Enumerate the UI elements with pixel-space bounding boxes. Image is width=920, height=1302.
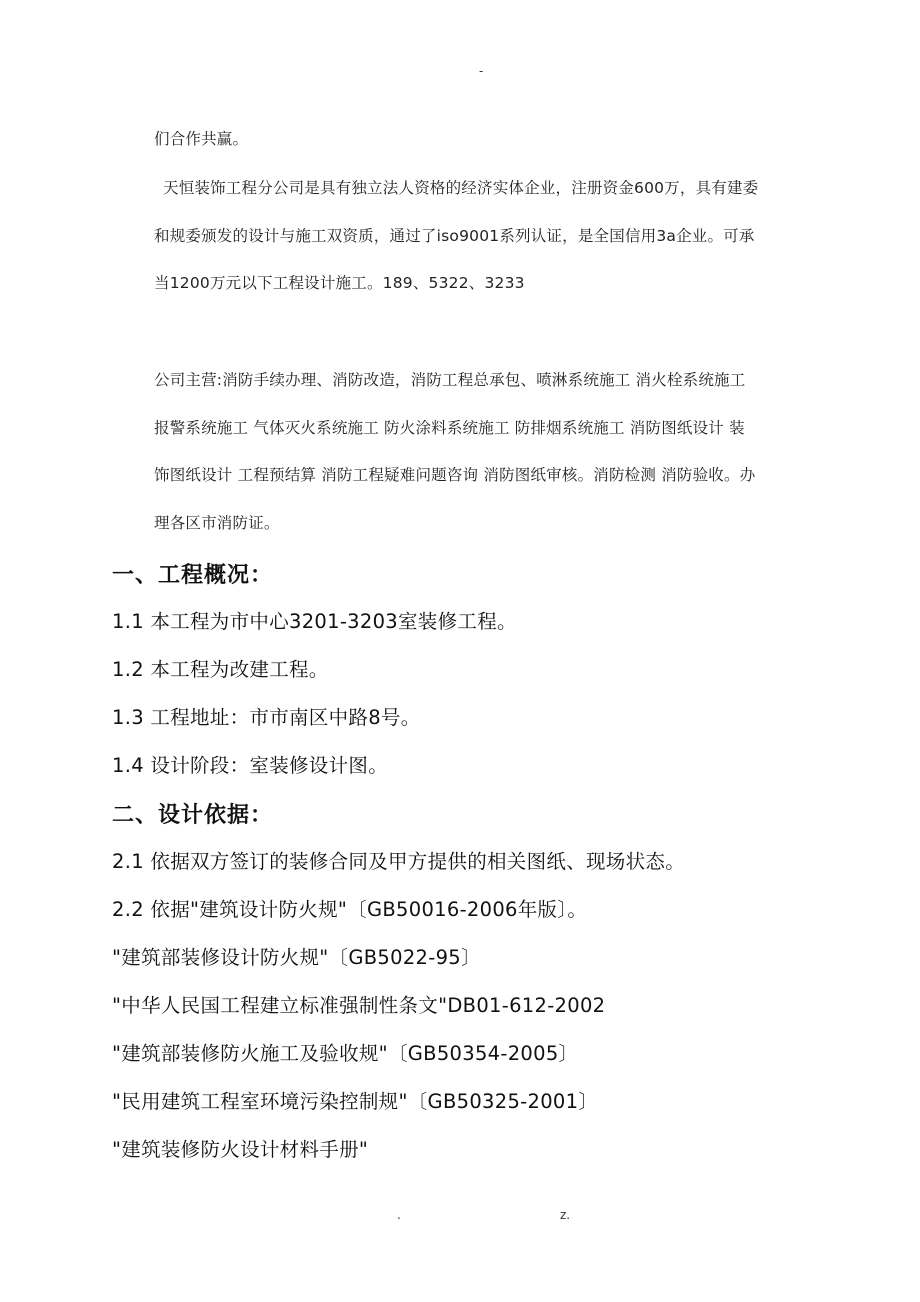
overview-item-2: 1.2 本工程为改建工程。: [112, 658, 329, 681]
basis-item-3: "建筑部装修设计防火规"〔GB5022-95〕: [112, 946, 481, 969]
basis-item-2: 2.2 依据"建筑设计防火规"〔GB50016-2006年版〕。: [112, 898, 588, 921]
footer-left-mark: .: [397, 1208, 401, 1222]
header-mark: -: [479, 64, 484, 78]
business-paragraph-line-1: 公司主营:消防手续办理、消防改造，消防工程总承包、喷淋系统施工 消火栓系统施工: [154, 371, 746, 389]
intro-line: 们合作共赢。: [154, 130, 249, 148]
section-heading-overview: 一、工程概况：: [112, 563, 274, 588]
company-paragraph-line-3: 当1200万元以下工程设计施工。189、5322、3233: [154, 274, 525, 292]
business-paragraph-line-2: 报警系统施工 气体灭火系统施工 防火涂料系统施工 防排烟系统施工 消防图纸设计 装: [154, 419, 745, 437]
business-paragraph-line-3: 饰图纸设计 工程预结算 消防工程疑难问题咨询 消防图纸审核。消防检测 消防验收。办: [154, 466, 756, 484]
overview-item-4: 1.4 设计阶段：室装修设计图。: [112, 754, 389, 777]
section-heading-basis: 二、设计依据：: [112, 803, 274, 828]
company-paragraph-line-1: 天恒装饰工程分公司是具有独立法人资格的经济实体企业，注册资金600万，具有建委: [163, 179, 759, 197]
footer-right-mark: z.: [560, 1208, 571, 1222]
basis-item-1: 2.1 依据双方签订的装修合同及甲方提供的相关图纸、现场状态。: [112, 850, 686, 873]
business-paragraph-line-4: 理各区市消防证。: [154, 514, 280, 532]
overview-item-3: 1.3 工程地址：市市南区中路8号。: [112, 706, 421, 729]
company-paragraph-line-2: 和规委颁发的设计与施工双资质，通过了iso9001系列认证，是全国信用3a企业。可承: [154, 227, 755, 245]
overview-item-1: 1.1 本工程为市中心3201-3203室装修工程。: [112, 610, 517, 633]
basis-item-4: "中华人民国工程建立标准强制性条文"DB01-612-2002: [112, 994, 606, 1017]
basis-item-6: "民用建筑工程室环境污染控制规"〔GB50325-2001〕: [112, 1090, 599, 1113]
basis-item-7: "建筑装修防火设计材料手册": [112, 1138, 369, 1161]
basis-item-5: "建筑部装修防火施工及验收规"〔GB50354-2005〕: [112, 1042, 579, 1065]
